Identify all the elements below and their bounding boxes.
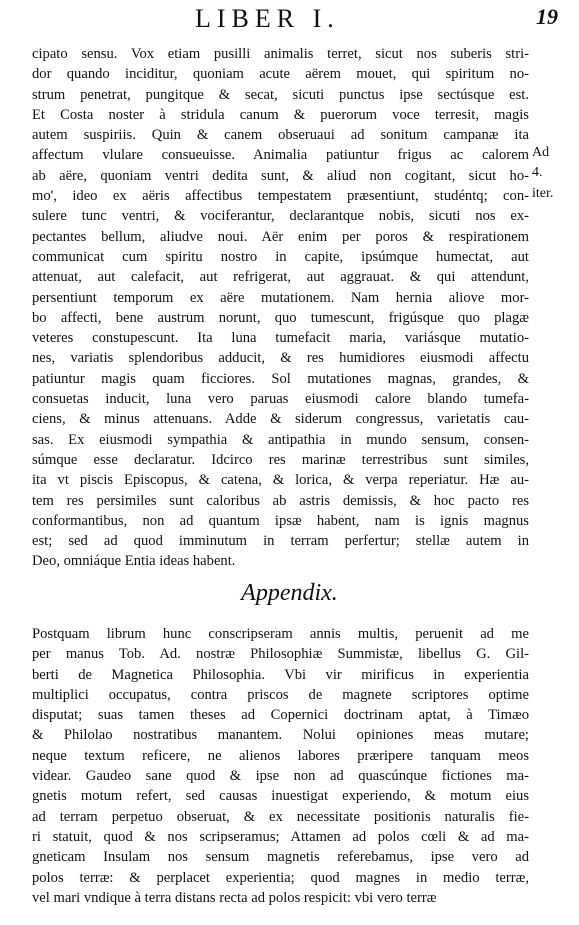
text-line: mo', ideo ex aëris affectibus tempestatem præsentiunt, studéntq; con-: [32, 188, 529, 205]
text-line: dor quando inciditur, quoniam acute aërem mouet, qui spiritum no-: [32, 66, 529, 83]
appendix-line: vel mari vndique à terra distans recta ad polos respicit: vbi vero terræ: [32, 889, 437, 906]
text-line: ciens, & minus attenuans. Adde & siderum congressus, varietatis cau-: [32, 411, 529, 428]
text-line: tem res persimiles sunt caloribus ab astris demissis, & hoc pacto res: [32, 492, 529, 509]
appendix-line: videar. Gaudeo sane quod & ipse non ad quascúnque fictiones ma-: [32, 768, 529, 785]
margin-note: iter.: [532, 185, 554, 201]
appendix-line: & Philolao nostratibus manantem. Nolui opiniones meas mutare;: [32, 727, 529, 744]
appendix-heading: Appendix.: [241, 580, 338, 606]
appendix-line: neque textum reficere, ne alienos labores præripere tanquam meos: [32, 747, 529, 764]
appendix-line: multiplici occupatus, contra priscos de magnete scriptores optime: [32, 686, 529, 703]
text-line: persentiunt temporum ex aëre mutationem. Nam hernia aliove mor-: [32, 289, 529, 306]
text-line: Et Costa noster à stridula canum & puerorum voce terresit, magis: [32, 106, 529, 123]
text-line: sulere tunc ventri, & vociferantur, declarantque nobis, sicuti nos ex-: [32, 208, 529, 225]
text-line: affectum vlulare consueuisse. Animalia patiuntur frigus ac calorem: [32, 147, 529, 164]
appendix-line: disputat; suas tamen theses ad Copernici doctrinam aptat, à Timæo: [32, 707, 529, 724]
text-line: nes, variatis splendoribus adducit, & res humidiores eiusmodi affectu: [32, 350, 529, 367]
appendix-line: Postquam librum hunc conscripseram annis multis, peruenit ad me: [32, 626, 529, 642]
appendix-line: polos terræ: & perplacet experientia; quod magnes in medio terræ,: [32, 869, 529, 886]
appendix-line: gneticam Insulam nos sensum magnetis referebamus, ipse vero ad: [32, 849, 529, 866]
main-text-block: [32, 44, 529, 572]
running-head: LIBER I.: [195, 4, 340, 33]
text-line: ab aëre, quoniam ventri dedita sunt, & aliud non cogitant, sicut ho-: [32, 167, 529, 184]
appendix-line: gnetis motum refert, sed causas inuestigat experiendo, & motum eius: [32, 788, 529, 805]
text-line: consuetas inducit, luna vero paruas eiusmodi calore blando tumefa-: [32, 391, 529, 408]
text-line: súmque esse declaratur. Idcirco res marinæ terrestribus sunt similes,: [32, 451, 529, 468]
appendix-line: per manus Tob. Ad. nostræ Philosophiæ Summistæ, libellus G. Gil-: [32, 646, 529, 663]
margin-note: Ad: [532, 145, 550, 160]
appendix-line: ad terram perpetuo obseruat, & ex necessitate positionis naturalis fie-: [32, 808, 529, 825]
text-line: est; sed ad quod imminutum in terram perfertur; stellæ autem in: [32, 533, 529, 550]
margin-note: 4.: [532, 165, 543, 181]
appendix-line: ri statuit, quod & nos scripseramus; Attamen ad polos cœli & ad ma-: [32, 828, 529, 845]
text-line: Deo, omniáque Entia ideas habent.: [32, 553, 236, 570]
text-line: patiuntur magis quam ficciores. Sol mutationes magnas, grandes, &: [32, 370, 529, 387]
appendix-line: berti de Magnetica Philosophia. Vbi vir mirificus in experientia: [32, 666, 529, 683]
page-number: 19: [536, 4, 558, 29]
text-line: autem suspiriis. Quin & canem obseruaui ad sonitum campanæ ita: [32, 127, 529, 144]
text-line: bo affecti, bene austrum norunt, quo tumescunt, frigúsque quo plagæ: [32, 309, 529, 326]
text-line: ita vt piscis Episcopus, & catena, & lorica, & verpa reperiatur. Hæ au-: [32, 472, 529, 489]
text-line: communicat cum spiritu nostro in capite, ipsúmque humectat, aut: [32, 248, 529, 265]
text-line: veteres constupescunt. Ita luna tumefacit maria, variásque mutatio-: [32, 330, 529, 347]
margin-notes: [532, 143, 577, 204]
page-header: [0, 4, 579, 44]
text-line: pectantes bellum, aliudve noui. Aër enim per poros & respirationem: [32, 228, 529, 245]
text-line: conformantibus, non ad quantum ipsæ habent, nam is ignis magnus: [32, 512, 529, 529]
text-line: sas. Ex eiusmodi sympathia & antipathia in mundo sensum, consen-: [32, 431, 529, 448]
text-line: strum penetrat, pungitque & secat, sicuti punctus ipse sectúsque est.: [32, 86, 529, 103]
text-line: attenuat, aut calefacit, aut refrigerat, aut aggrauat. & qui attendunt,: [32, 269, 529, 286]
text-line: cipato sensu. Vox etiam pusilli animalis terret, sicut nos suberis stri-: [32, 46, 529, 62]
appendix-text-block: [32, 624, 529, 908]
